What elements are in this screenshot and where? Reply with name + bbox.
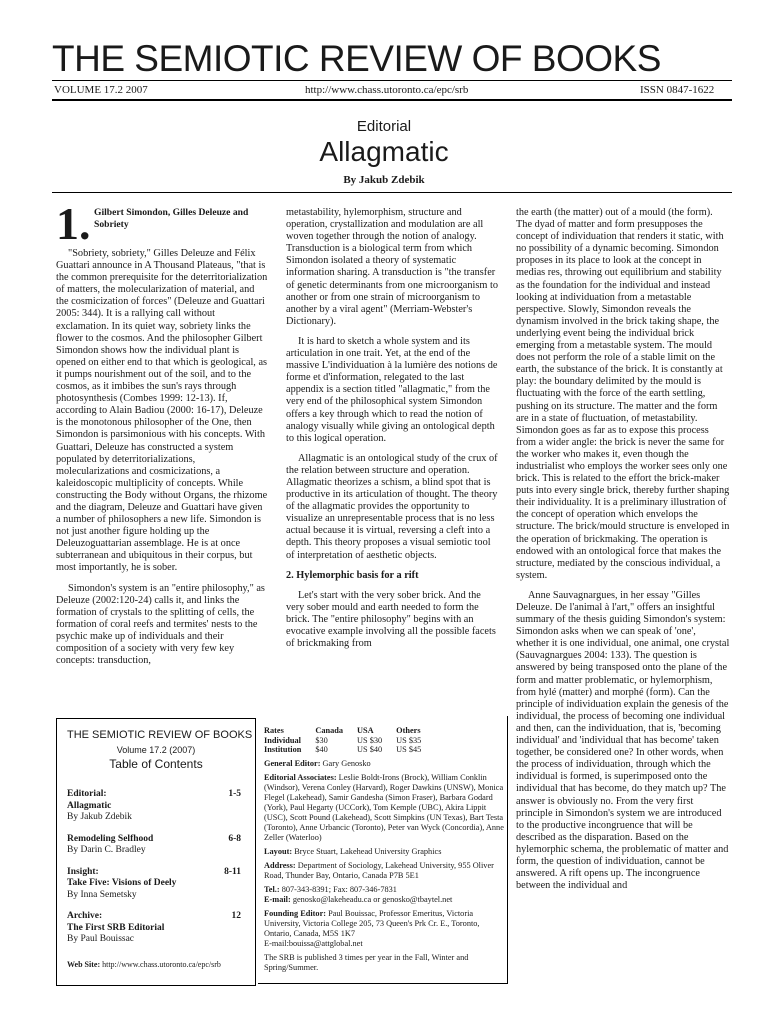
issn-label: ISSN 0847-1622 <box>640 84 715 96</box>
paragraph: metastability, hylemorphism, structure and operation, crystallization and modulation are all woven together through the notion of analogy. Transduction is a biological term from which Simondon isolated a theory of systematic information sharing. A transduction is "the transfer of genetic determinants from one microorganism to another or from one strain of microorganism to another by a viral agent" (Merriam-Webster's Dictionary). <box>286 207 498 327</box>
founding-email[interactable]: E-mail:bouissa@attglobal.net <box>264 938 363 948</box>
table-row <box>264 736 435 746</box>
table-row <box>264 745 435 755</box>
masthead-rule-bottom <box>52 99 732 101</box>
toc-item-title: The First SRB Editorial <box>67 922 165 933</box>
column-1 <box>56 248 268 667</box>
paragraph: Simondon's system is an "entire philosophy," as Deleuze (2002:120-24) calls it, and links the formation of crystals to the splitting of cells, the formation of coral reefs and termites' nests to the psychic make up of individuals and their composition of a society with very few key concepts: transduction, <box>56 582 265 667</box>
toc-website-url[interactable]: http://www.chass.utoronto.ca/epc/srb <box>102 959 221 969</box>
rates-header: USA <box>357 726 374 735</box>
paragraph: "Sobriety, sobriety," Gilles Deleuze and Félix Guattari announce in A Thousand Plateaus, "that is the common prerequisite for the deterritorialization of matters, the molecularization of material, and the cosmicization of forces" (Deleuze and Guattari 2005: 344). It is a rallying call without exclamation. In its quiet way, sobriety links the flower to the cosmos. And the philosopher Gilbert Simondon shows how the individual plant is opened on either end to that which is geological, as it pumps nourishment out of the soil, and to the cosmos, as it imbibes the sun's rays through photosynthesis (Combes 1999: 12-13). If, according to Alain Badiou (2000: 16-17), Deleuze is the monotonous philosopher of the One, then Simondon is parsimonious with his concepts. With Guattari, Deleuze has constructed a system populated by deterritorializations, molecularizations and cosmicizations, a kaleidoscopic multiplicity of concepts. While constructing the Body without Organs, the rhizome and the diagram, Deleuze and Guattari have given a number of philosophers a new life. Simondon is not just another figure holding up the Deleuzoguattarian assemblage. He is at once subterranean and ubiquitous in their corpus, but most importantly, he is sober. <box>56 248 268 574</box>
toc-item-section: Insight: <box>67 866 99 877</box>
toc-item-title: Take Five: Visions of Deely <box>67 878 177 888</box>
toc-item-pages: 1-5 <box>228 789 241 799</box>
rates-table <box>264 726 435 755</box>
email-link[interactable]: genosko@lakeheadu.ca or genosko@tbaytel.net <box>292 894 453 904</box>
toc-item[interactable] <box>67 867 245 902</box>
rates-header: Others <box>396 726 421 735</box>
rates-cell: US $40 <box>357 745 383 754</box>
section-2-heading: 2. Hylemorphic basis for a rift <box>286 569 419 581</box>
founding-editor: Founding Editor: Paul Bouissac, Professor Emeritus, Victoria University, Victoria College 205, 73 Queen's Prk Cr. E., Toronto, Ontario, Canada, M5S 1K7 E-mail:bouissa@attglobal.net <box>264 908 480 948</box>
section-label: Editorial <box>356 118 412 135</box>
section-1-heading: Gilbert Simondon, Gilles Deleuze and Sobriety <box>94 207 249 230</box>
toc-item-pages: 12 <box>231 911 241 921</box>
section-number: 1. <box>56 198 91 249</box>
paragraph: It is hard to sketch a whole system and its articulation in one trait. Yet, at the end of the massive L'individuation à la lumière des notions de forme et d'information, relegated to the last appendix is a section titled "allagmatic," from the very end of the philosophical system Simondon offers a key through which to read the notion of analogy visually while giving an ontological depth to this logical operation. <box>286 335 498 444</box>
masthead-url: http://www.chass.utoronto.ca/epc/srb <box>305 84 469 96</box>
toc-item-pages: 6-8 <box>228 833 241 844</box>
publication-schedule: The SRB is published 3 times per year in the Fall, Winter and Spring/Summer. <box>264 952 469 972</box>
rates-cell: Individual <box>264 735 301 745</box>
column-3 <box>516 207 730 892</box>
toc-journal-title: THE SEMIOTIC REVIEW OF BOOKS <box>67 729 253 741</box>
toc-item[interactable] <box>67 789 245 824</box>
rates-cell: US $30 <box>357 735 383 745</box>
rates-header: Canada <box>315 726 344 735</box>
paragraph: Anne Sauvagnargues, in her essay "Gilles Deleuze. De l'animal à l'art," offers an insightful summary of the thesis guiding Simondon's system: Simondon asks when we can speak of 'one', whether it is one individual, one animal, one crystal (Sauvagnargues 2004: 133). The question is answered by being transposed onto the plane of the form and matter problematic, or hylemorphism, from hylé (matter) and morphé (form). Can the principle of individuation explain the genesis of the individual, the process of becoming one individual and then, can the individuation, that is, 'becoming individual' and 'individual that has become' taken together, be considered one? In other words, when the process of individuation, through which the individual is formed, is superimposed onto the individual that has become, do they match up? The answer is obviously no. From the very first principle in Simondon's system we are introduced to the productive incongruence that will be described as the disparation. Based on the hylemorphic schema, the problematic of matter and form, the question of individuation, cannot be answered. A rift opens up. The incongruence between the individual and <box>516 589 730 892</box>
toc-label: Table of Contents <box>109 757 203 771</box>
title-rule <box>52 192 732 193</box>
toc-item[interactable] <box>67 834 245 857</box>
rates-cell: $30 <box>315 735 328 745</box>
toc-item-author: By Inna Semetsky <box>67 889 137 900</box>
toc-item-section: Editorial: <box>67 789 107 799</box>
rates-cell: US $35 <box>396 735 422 745</box>
volume-label: VOLUME 17.2 2007 <box>54 84 148 96</box>
toc-item[interactable] <box>67 911 245 946</box>
toc-website <box>67 960 245 969</box>
general-editor: General Editor: Gary Genosko <box>264 758 371 768</box>
rates-cell: US $45 <box>396 745 422 754</box>
masthead-title: THE SEMIOTIC REVIEW OF BOOKS <box>52 38 661 79</box>
toc-item-title: Remodeling Selfhood <box>67 833 154 844</box>
paragraph: Allagmatic is an ontological study of the crux of the relation between structure and operation. Allagmatic theorizes a schism, a blind spot that is productive in its articulation of thought. The theory of the allagmatic provides the opportunity to visualize an unrepresentable process that is no less actual because it is virtual, reversing a cleft into a depth. This theory proposes a visual semiotic tool of interpretation of aesthetic objects. <box>286 452 498 561</box>
toc-item-author: By Paul Bouissac <box>67 934 135 944</box>
rates-cell: $40 <box>315 745 328 754</box>
toc-item-pages: 8-11 <box>224 866 241 877</box>
publication-info <box>264 726 504 977</box>
toc-item-title: Allagmatic <box>67 800 112 811</box>
contact: Tel.: 807-343-8391; Fax: 807-346-7831 E-mail: genosko@lakeheadu.ca or genosko@tbaytel.net <box>264 884 453 904</box>
paragraph: the earth (the matter) out of a mould (the form). The dyad of matter and form presupposes the concept of individuation that renders it static, with no possibility of a dynamic becoming. Simondon proposes in its place to look at the concept in medias res, throwing out equilibrium and stability as the foundation for the individual and instead looking at individuation from a metastable perspective. Slowly, Simondon reveals the dynamism involved in the brick taking shape, the underlying event being the individual brick emerging from a metastable system. The mould does not perform the role of a stable limit on the earth, the substance of the brick. It is constantly at play: the boundary delimited by the mould is fluctuating with the force of the earth settling, pushing on its structure. The matter and the form are in a state of fluctuation, of metastability. Simondon goes as far as to expose this process from a wider angle: the brick is never the same for the worker who makes it, even though the industrialist who employs the worker sees only one brick. This is related to the effort the brick-maker puts into every single brick, thereby further shaping their individuality. It is a preliminary illustration of the concept of operation which envelops the structure. The brick/mould structure is enveloped in the operation of brickmaking. The operation is endowed with an ontological force that makes the structure, mediated by the conscious individual, a system. <box>516 207 730 581</box>
toc-item-author: By Darin C. Bradley <box>67 845 146 855</box>
paragraph: Let's start with the very sober brick. And the very sober mould and earth needed to form the brick. The "entire philosophy" begins with an evocative example involving all the possible facets of brickmaking from <box>286 589 496 650</box>
article-byline: By Jakub Zdebik <box>343 174 425 186</box>
table-of-contents <box>56 718 256 986</box>
toc-item-author: By Jakub Zdebik <box>67 812 132 822</box>
toc-website-label: Web Site: <box>67 959 101 969</box>
toc-item-section: Archive: <box>67 911 103 921</box>
rates-cell: Institution <box>264 745 302 754</box>
article-title: Allagmatic <box>319 136 449 167</box>
column-2 <box>286 207 500 650</box>
masthead-rule-top <box>52 80 732 81</box>
layout-credit: Layout: Bryce Stuart, Lakehead University Graphics <box>264 846 442 856</box>
rates-header: Rates <box>264 726 284 735</box>
address: Address: Department of Sociology, Lakehead University, 955 Oliver Road, Thunder Bay, Ontario, Canada P7B 5E1 <box>264 860 494 880</box>
toc-volume: Volume 17.2 (2007) <box>116 745 196 755</box>
editorial-associates: Editorial Associates: Leslie Boldt-Irons (Brock), William Conklin (Windsor), Verena Conley (Harvard), Roger Dawkins (UNSW), Monica Flegel (Lakehead), Samir Gandesha (Simon Fraser), Barbara Godard (York), Paul Hegarty (UCCork), Tom Kemple (UBC), Akira Lippit (USC), Scott Pound (Lakehead), Scott Simpkins (UN Texas), Bart Testa (Toronto), Anne Urbancic (Toronto), Peter van Wyck (Concordia), Anne Zeller (Waterloo) <box>264 772 504 842</box>
